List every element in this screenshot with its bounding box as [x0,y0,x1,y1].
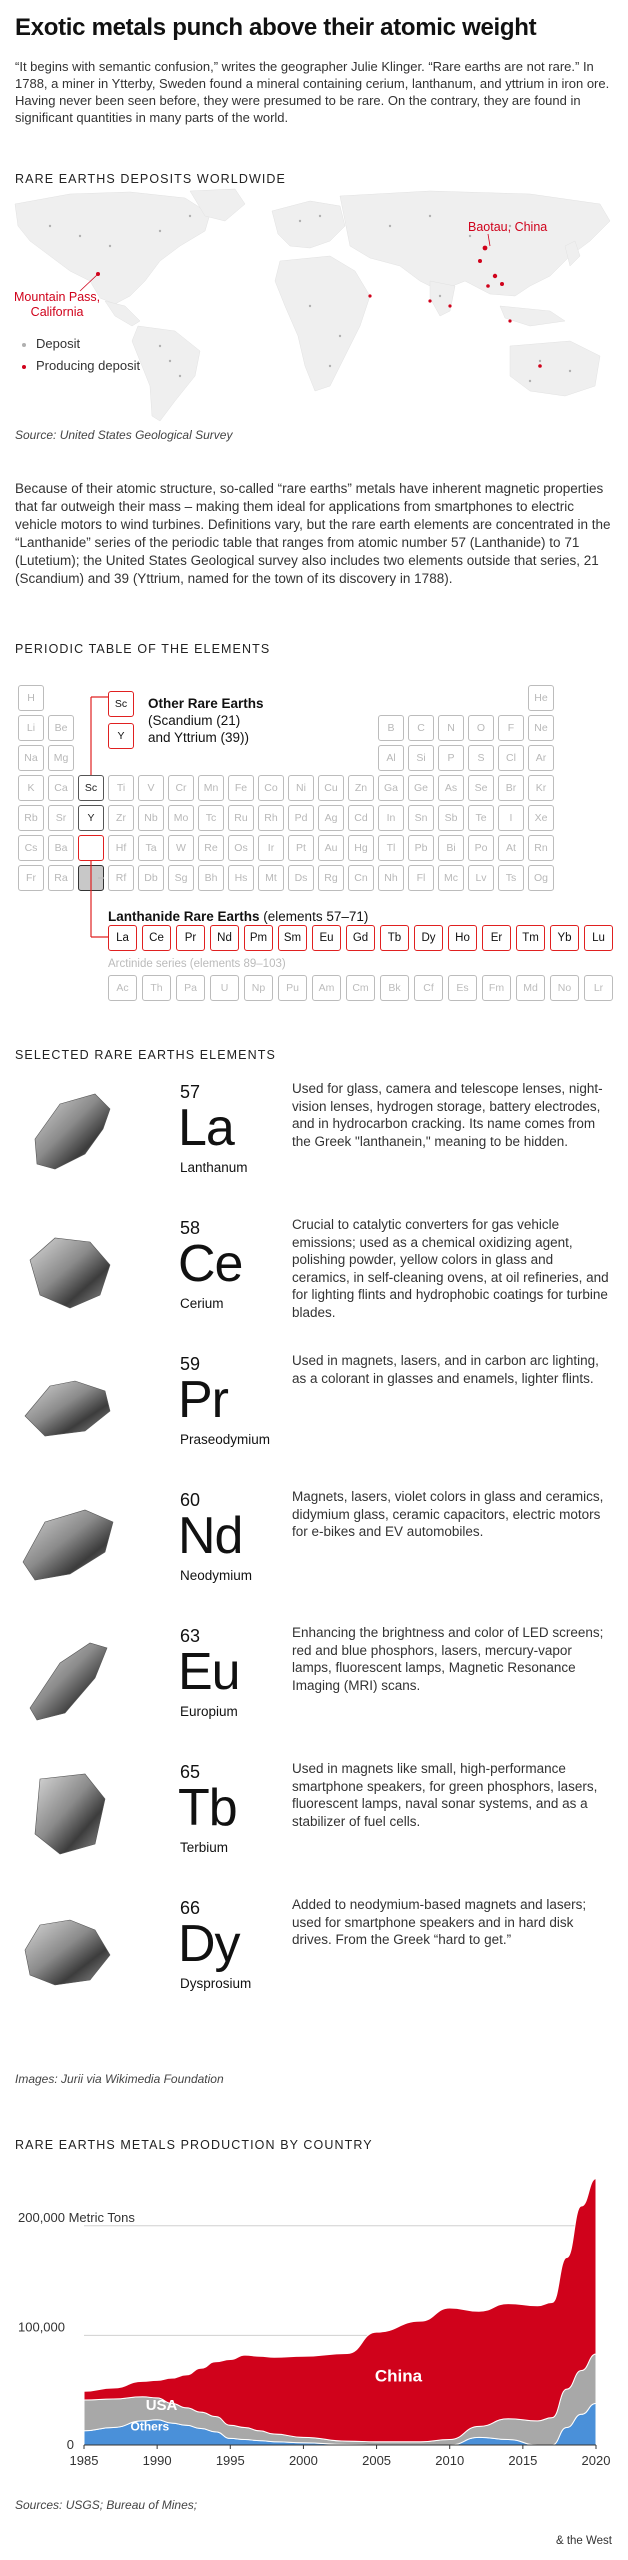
element-cell-mg: Mg [48,745,74,771]
actinide-label: Arctinide series (elements 89–103) [108,958,286,970]
element-cell-hs: Hs [228,865,254,891]
element-cell-se: Se [468,775,494,801]
element-cell-ra: Ra [48,865,74,891]
element-cell-tc: Tc [198,805,224,831]
element-cell-f: F [498,715,524,741]
element-cell-fr: Fr [18,865,44,891]
element-card-la [0,1080,628,1210]
element-name: Terbium [180,1840,229,1855]
element-cell-bh: Bh [198,865,224,891]
element-cell-nh: Nh [378,865,404,891]
element-cell-rh: Rh [258,805,284,831]
element-cell-ac: Ac [108,975,137,1001]
element-symbol: La [178,1099,234,1157]
legend-producing-deposit: Producing deposit [22,358,140,373]
element-cell-lr: Lr [584,975,613,1001]
element-cell-sg: Sg [168,865,194,891]
element-cell-ir: Ir [258,835,284,861]
element-cell-re: Re [198,835,224,861]
element-cell-md: Md [516,975,545,1001]
element-cell-au: Au [318,835,344,861]
element-cell-am: Am [312,975,341,1001]
element-name: Lanthanum [180,1160,248,1175]
map-source: Source: United States Geological Survey [15,428,233,442]
x-tick-label: 1995 [215,2453,245,2468]
element-cell-yb: Yb [550,925,579,951]
element-cell-si: Si [408,745,434,771]
element-cell-mo: Mo [168,805,194,831]
element-cell-hg: Hg [348,835,374,861]
element-cell-er: Er [482,925,511,951]
element-cell-u: U [210,975,239,1001]
element-cell-ti: Ti [108,775,134,801]
element-cell-cf: Cf [414,975,443,1001]
element-cell-rb: Rb [18,805,44,831]
lanthanide-subtitle: (elements 57–71) [259,909,369,924]
element-cell-p: P [438,745,464,771]
x-tick-label: 2015 [508,2453,538,2468]
element-cell-y: Y [78,805,104,831]
series-label-china: China [374,2366,423,2386]
series-label-others: Others [130,2419,170,2434]
element-cell-mn: Mn [198,775,224,801]
element-cell-gd: Gd [346,925,375,951]
element-cell-ts: Ts [498,865,524,891]
elements-heading: SELECTED RARE EARTHS ELEMENTS [15,1048,276,1062]
element-cell-sr: Sr [48,805,74,831]
y-tick-label: 0 [66,2437,74,2452]
element-cell-s: S [468,745,494,771]
element-cell-sc: Sc [78,775,104,801]
element-cell-ar: Ar [528,745,554,771]
element-symbol: Tb [178,1779,237,1837]
element-cell-hf: Hf [108,835,134,861]
map-label-baotau: Baotau, China [468,220,548,234]
x-tick-label: 2000 [288,2453,318,2468]
element-cell-co: Co [258,775,284,801]
element-cell-ce: Ce [142,925,171,951]
element-symbol: Nd [178,1507,243,1565]
periodic-table [0,675,628,1015]
element-cell-ba: Ba [48,835,74,861]
brand-footer: & the West [555,2535,612,2547]
element-cell-ru: Ru [228,805,254,831]
x-tick-label: 1990 [142,2453,172,2468]
element-cell-cu: Cu [318,775,344,801]
element-card-ce [0,1216,628,1346]
element-cell-na: Na [18,745,44,771]
element-cell-ta: Ta [138,835,164,861]
element-symbol: Eu [178,1643,240,1701]
atomic-number: 58 [180,1218,201,1238]
map-heading: RARE EARTHS DEPOSITS WORLDWIDE [15,172,286,186]
element-cell-sb: Sb [438,805,464,831]
element-cell-xe: Xe [528,805,554,831]
lanthanide-title: Lanthanide Rare Earths [108,909,260,924]
production-area-chart [0,2130,628,2468]
lanthanide-label [108,908,368,925]
element-cell-he: He [528,685,554,711]
element-cell-pr: Pr [176,925,205,951]
element-cell-i: I [498,805,524,831]
element-name: Neodymium [180,1568,253,1583]
element-cell-sn: Sn [408,805,434,831]
element-cell-ga: Ga [378,775,404,801]
element-description: Used for glass, camera and telescope lenses, night-vision lenses, hydrogen storage, battery electrodes, and in hydrocarbon cracking. Its name comes from the Greek "lanthanein," meaning to be hidden. [292,1081,603,1149]
element-cell-og: Og [528,865,554,891]
other-rare-earths-line3: and Yttrium (39)) [148,730,250,745]
element-cell-zn: Zn [348,775,374,801]
element-cell-o: O [468,715,494,741]
element-cell-eu: Eu [312,925,341,951]
element-cell-cl: Cl [498,745,524,771]
element-cell-kr: Kr [528,775,554,801]
element-sample-image [15,1356,120,1456]
y-tick-label: 100,000 [18,2319,65,2335]
element-cell-np: Np [244,975,273,1001]
element-cell-fl: Fl [408,865,434,891]
element-name: Praseodymium [180,1432,271,1447]
element-sample-image [15,1628,120,1728]
element-sample-image [15,1900,120,2000]
element-cell-ni: Ni [288,775,314,801]
element-cell-v: V [138,775,164,801]
element-cell-os: Os [228,835,254,861]
other-rare-earth-y: Y [108,723,134,749]
element-cell-rn: Rn [528,835,554,861]
other-rare-earth-sc: Sc [108,691,134,717]
element-cell-ca: Ca [48,775,74,801]
element-cell-at: At [498,835,524,861]
element-cell-in: In [378,805,404,831]
element-cell-mc: Mc [438,865,464,891]
element-description: Enhancing the brightness and color of LED screens; red and blue phosphors, lasers, mercury-vapor lamps, fluorescent lamps, Magnetic Resonance Imaging (MRI) scans. [292,1625,604,1693]
element-cell-po: Po [468,835,494,861]
element-cell-tm: Tm [516,925,545,951]
element-cell-n: N [438,715,464,741]
atomic-number: 60 [180,1490,201,1510]
element-cell-tb: Tb [380,925,409,951]
element-cell-db: Db [138,865,164,891]
element-cell-ag: Ag [318,805,344,831]
element-description: Added to neodymium-based magnets and lasers; used for smartphone speakers and in hard disk drives. From the Greek “hard to get.” [292,1897,587,1947]
chart-source: Sources: USGS; Bureau of Mines; [15,2498,198,2512]
element-card-nd [0,1488,628,1618]
element-cell-fm: Fm [482,975,511,1001]
map-label-mountain-pass: Mountain Pass, California [14,290,101,319]
element-cell-dy: Dy [414,925,443,951]
element-cell-nb: Nb [138,805,164,831]
element-cell-pu: Pu [278,975,307,1001]
element-sample-image [15,1084,120,1184]
page-title: Exotic metals punch above their atomic weight [15,14,537,41]
element-cell-cm: Cm [346,975,375,1001]
element-symbol: Ce [178,1235,243,1293]
intro-text: “It begins with semantic confusion,” writes the geographer Julie Klinger. “Rare earths are not rare.” In 1788, a miner in Ytterby, Sweden found a mineral containing cerium, lanthanum, and yttrium in iron ore. Having never been seen before, they were presumed to be rare. On the contrary, they are found in significant quantities in many parts of the world. [15,59,610,125]
element-cell-k: K [18,775,44,801]
element-name: Europium [180,1704,238,1719]
element-symbol: Dy [178,1915,240,1973]
element-cell-cs: Cs [18,835,44,861]
periodic-connectors [0,675,628,1015]
element-cell-pm: Pm [244,925,273,951]
element-description: Used in magnets like small, high-performance smartphone speakers, for green phosphors, lasers, fluorescent lamps, naval sonar systems, and as a stabilizer of fuel cells. [292,1761,598,1829]
element-cell-es: Es [448,975,477,1001]
element-cell-ho: Ho [448,925,477,951]
element-cell-th: Th [142,975,171,1001]
element-name: Dysprosium [180,1976,252,1991]
element-cell-pa: Pa [176,975,205,1001]
element-cell-bk: Bk [380,975,409,1001]
x-tick-label: 2020 [581,2453,611,2468]
element-cell-pt: Pt [288,835,314,861]
element-cell-cd: Cd [348,805,374,831]
element-card-tb [0,1760,628,1890]
chart-title: RARE EARTHS METALS PRODUCTION BY COUNTRY [15,2138,373,2152]
atomic-number: 66 [180,1898,201,1918]
image-credit: Images: Jurii via Wikimedia Foundation [15,2072,224,2086]
element-cell-fe: Fe [228,775,254,801]
element-cell-te: Te [468,805,494,831]
other-rare-earths-line2: (Scandium (21) [148,713,241,728]
element-description: Used in magnets, lasers, and in carbon arc lighting, as a colorant in glasses and enamels, lighter flints. [292,1353,599,1386]
x-tick-label: 1985 [69,2453,99,2468]
other-rare-earths-label [148,695,264,746]
element-sample-image [15,1492,120,1592]
element-description: Magnets, lasers, violet colors in glass and ceramics, didymium glass, ceramic capacitors, electric motors for e-bikes and EV automobiles. [292,1489,604,1539]
element-cell-ne: Ne [528,715,554,741]
element-cell-rg: Rg [318,865,344,891]
element-cell-cn: Cn [348,865,374,891]
element-card-eu [0,1624,628,1754]
element-name: Cerium [180,1296,224,1311]
element-cell-b: B [378,715,404,741]
legend-deposit: Deposit [22,336,80,351]
element-cell-w: W [168,835,194,861]
rare-earths-explainer: Because of their atomic structure, so-called “rare earths” metals have inherent magnetic properties that far outweigh their mass – making them ideal for applications from smartphones to electric vehicle motors to wind turbines. Definitions vary, but the rare earth elements are concentrated in the “Lanthanide” series of the periodic table that ranges from atomic number 57 (Lanthanide) to 71 (Lutetium); the United States Geological survey also includes two elements outside that series, 21 (Scandium) and 39 (Yttrium, named for the town of its discovery in 1788). [15,481,611,586]
element-card-dy [0,1896,628,2026]
element-cell-al: Al [378,745,404,771]
element-cell-ge: Ge [408,775,434,801]
atomic-number: 65 [180,1762,201,1782]
element-cell-be: Be [48,715,74,741]
element-cell-c: C [408,715,434,741]
element-sample-image [15,1764,120,1864]
element-cell-la: La [108,925,137,951]
element-cell-as: As [438,775,464,801]
periodic-heading: PERIODIC TABLE OF THE ELEMENTS [15,642,271,656]
element-cell-rf: Rf [108,865,134,891]
element-description: Crucial to catalytic converters for gas vehicle emissions; used as a chemical oxidizing agent, polishing powder, yellow colors in glass and ceramics, in self-cleaning ovens, at oil refineries, and for lighting flints and hydrophobic coatings for turbine blades. [292,1217,609,1320]
element-cell-ds: Ds [288,865,314,891]
element-cell-mt: Mt [258,865,284,891]
element-symbol: Pr [178,1371,228,1429]
series-label-usa: USA [145,2396,178,2414]
element-cell-br: Br [498,775,524,801]
other-rare-earths-title: Other Rare Earths [148,696,264,711]
element-sample-image [15,1220,120,1320]
y-tick-label: 200,000 Metric Tons [18,2209,135,2225]
atomic-number: 57 [180,1082,201,1102]
x-tick-label: 2005 [362,2453,392,2468]
element-cell-cr: Cr [168,775,194,801]
element-cell-lv: Lv [468,865,494,891]
element-cell-bi: Bi [438,835,464,861]
element-cell-h: H [18,685,44,711]
element-cell-nd: Nd [210,925,239,951]
element-cell-no: No [550,975,579,1001]
atomic-number: 63 [180,1626,201,1646]
element-cell-li: Li [18,715,44,741]
element-cell-zr: Zr [108,805,134,831]
element-cell-lu: Lu [584,925,613,951]
element-cell-pd: Pd [288,805,314,831]
element-cell-sm: Sm [278,925,307,951]
element-card-pr [0,1352,628,1482]
atomic-number: 59 [180,1354,201,1374]
element-cell-pb: Pb [408,835,434,861]
x-tick-label: 2010 [435,2453,465,2468]
element-cell-tl: Tl [378,835,404,861]
